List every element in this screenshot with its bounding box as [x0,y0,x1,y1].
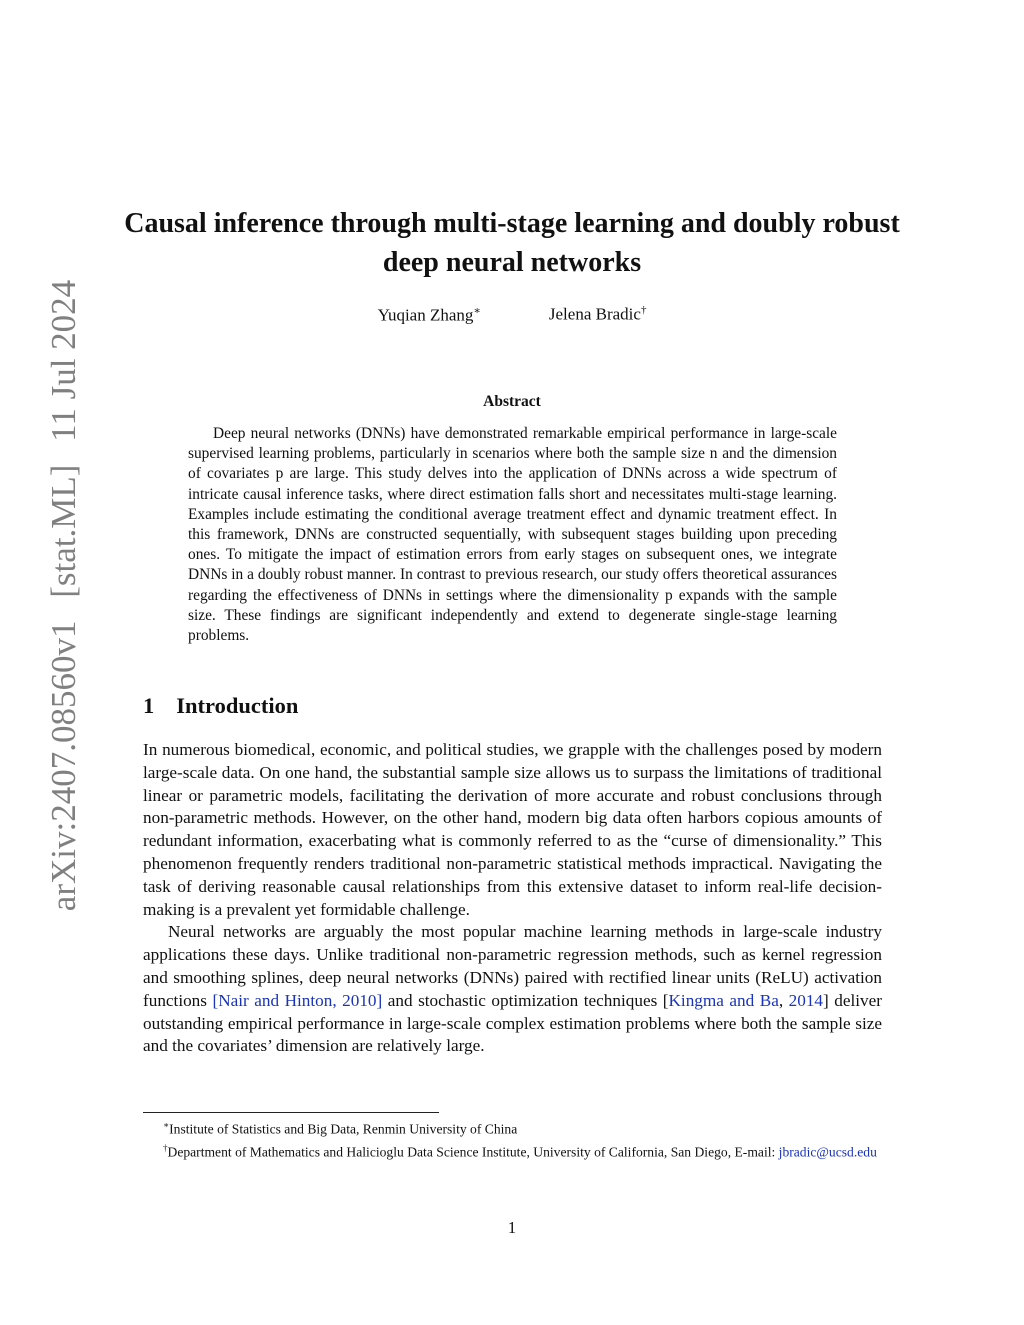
footnote-mark: ∗ [163,1120,170,1130]
footnote-text: Institute of Statistics and Big Data, Renmin University of China [169,1121,518,1137]
citation-kingma-ba-author[interactable]: Kingma and Ba [668,990,779,1010]
arxiv-identifier [44,0,84,955]
abstract-heading: Abstract [483,393,541,410]
section-number: 1 [143,693,155,718]
author-name: Yuqian Zhang [377,305,474,325]
arxiv-category: [stat.ML] [44,464,83,598]
author-name: Jelena Bradic [548,304,641,324]
footnote-1 [143,1116,882,1139]
footnote-divider [143,1112,439,1113]
section-heading [143,693,298,719]
author-1 [378,304,481,326]
footnote-mark: † [163,1142,168,1153]
arxiv-date: 11 Jul 2024 [44,279,83,442]
author-footnote-mark[interactable]: ∗ [473,305,481,317]
author-footnote-mark[interactable]: † [640,304,647,316]
paragraph-text: deliver outstanding empirical performance in large-scale complex estimation problems where both the sample size and the covariates’ dimension are relatively large. [143,990,882,1056]
arxiv-id[interactable]: arXiv:2407.08560v1 [44,620,83,912]
footnote-2 [143,1139,882,1162]
paragraph-1: In numerous biomedical, economic, and political studies, we grapple with the challenges posed by modern large-scale data. On one hand, the substantial sample size allows us to surpass the limitations of traditional linear or parametric models, facilitating the derivation of more accurate and robust conclusions through non-parametric methods. However, on the other hand, modern big data often harbors copious amounts of redundant information, exacerbating what is commonly referred to as the “curse of dimensionality.” This phenomenon frequently renders traditional non-parametric statistical methods impractical. Navigating the task of deriving reasonable causal relationships from this extensive dataset to inform real-life decision-making is a prevalent yet formidable challenge. [143,740,882,919]
author-list [300,304,724,326]
email-link[interactable]: jbradic@ucsd.edu [778,1144,877,1160]
footnotes [143,1116,882,1161]
page-number: 1 [507,1218,517,1237]
citation-nair-hinton[interactable]: [Nair and Hinton, 2010] [212,990,383,1010]
author-2 [549,304,647,326]
paper-title: Causal inference through multi-stage learning and doubly robust deep neural networks [124,208,900,278]
paragraph-text: Neural networks are arguably the most popular machine learning methods in large-scale industry applications these days. Unlike traditional non-parametric regression methods, such as kernel regression and smoothing splines, deep neural networks (DNNs) paired with rectified linear units (ReLU) activation functions [143,922,882,1010]
citation-kingma-ba-year[interactable]: 2014 [788,990,824,1010]
footnote-text: Department of Mathematics and Halicioglu Data Science Institute, University of California, San Diego, E-mail: [167,1144,779,1160]
citation-bracket: ] [823,990,829,1010]
abstract-text: Deep neural networks (DNNs) have demonstrated remarkable empirical performance in large-scale supervised learning problems, particularly in scenarios where both the sample size n and the dimension of covariates p are large. This study delves into the application of DNNs across a wide spectrum of intricate causal inference tasks, where direct estimation falls short and necessitates multi-stage learning. Examples include estimating the conditional average treatment effect and dynamic treatment effect. In this framework, DNNs are constructed sequentially, with subsequent stages building upon preceding ones. To mitigate the impact of estimation errors from early stages on subsequent ones, we integrate DNNs in a doubly robust manner. In contrast to previous research, our study offers theoretical assurances regarding the effectiveness of DNNs in settings where the dimensionality p expands with the sample size. These findings are significant independently and extend to degenerate single-stage learning problems. [188,425,837,645]
citation-separator: , [778,990,789,1010]
citation-bracket: [ [662,990,669,1010]
section-title: Introduction [176,693,299,718]
paragraph-text: and stochastic optimization techniques [382,990,663,1010]
body-text [143,739,882,1058]
paragraph-2 [143,921,882,1058]
